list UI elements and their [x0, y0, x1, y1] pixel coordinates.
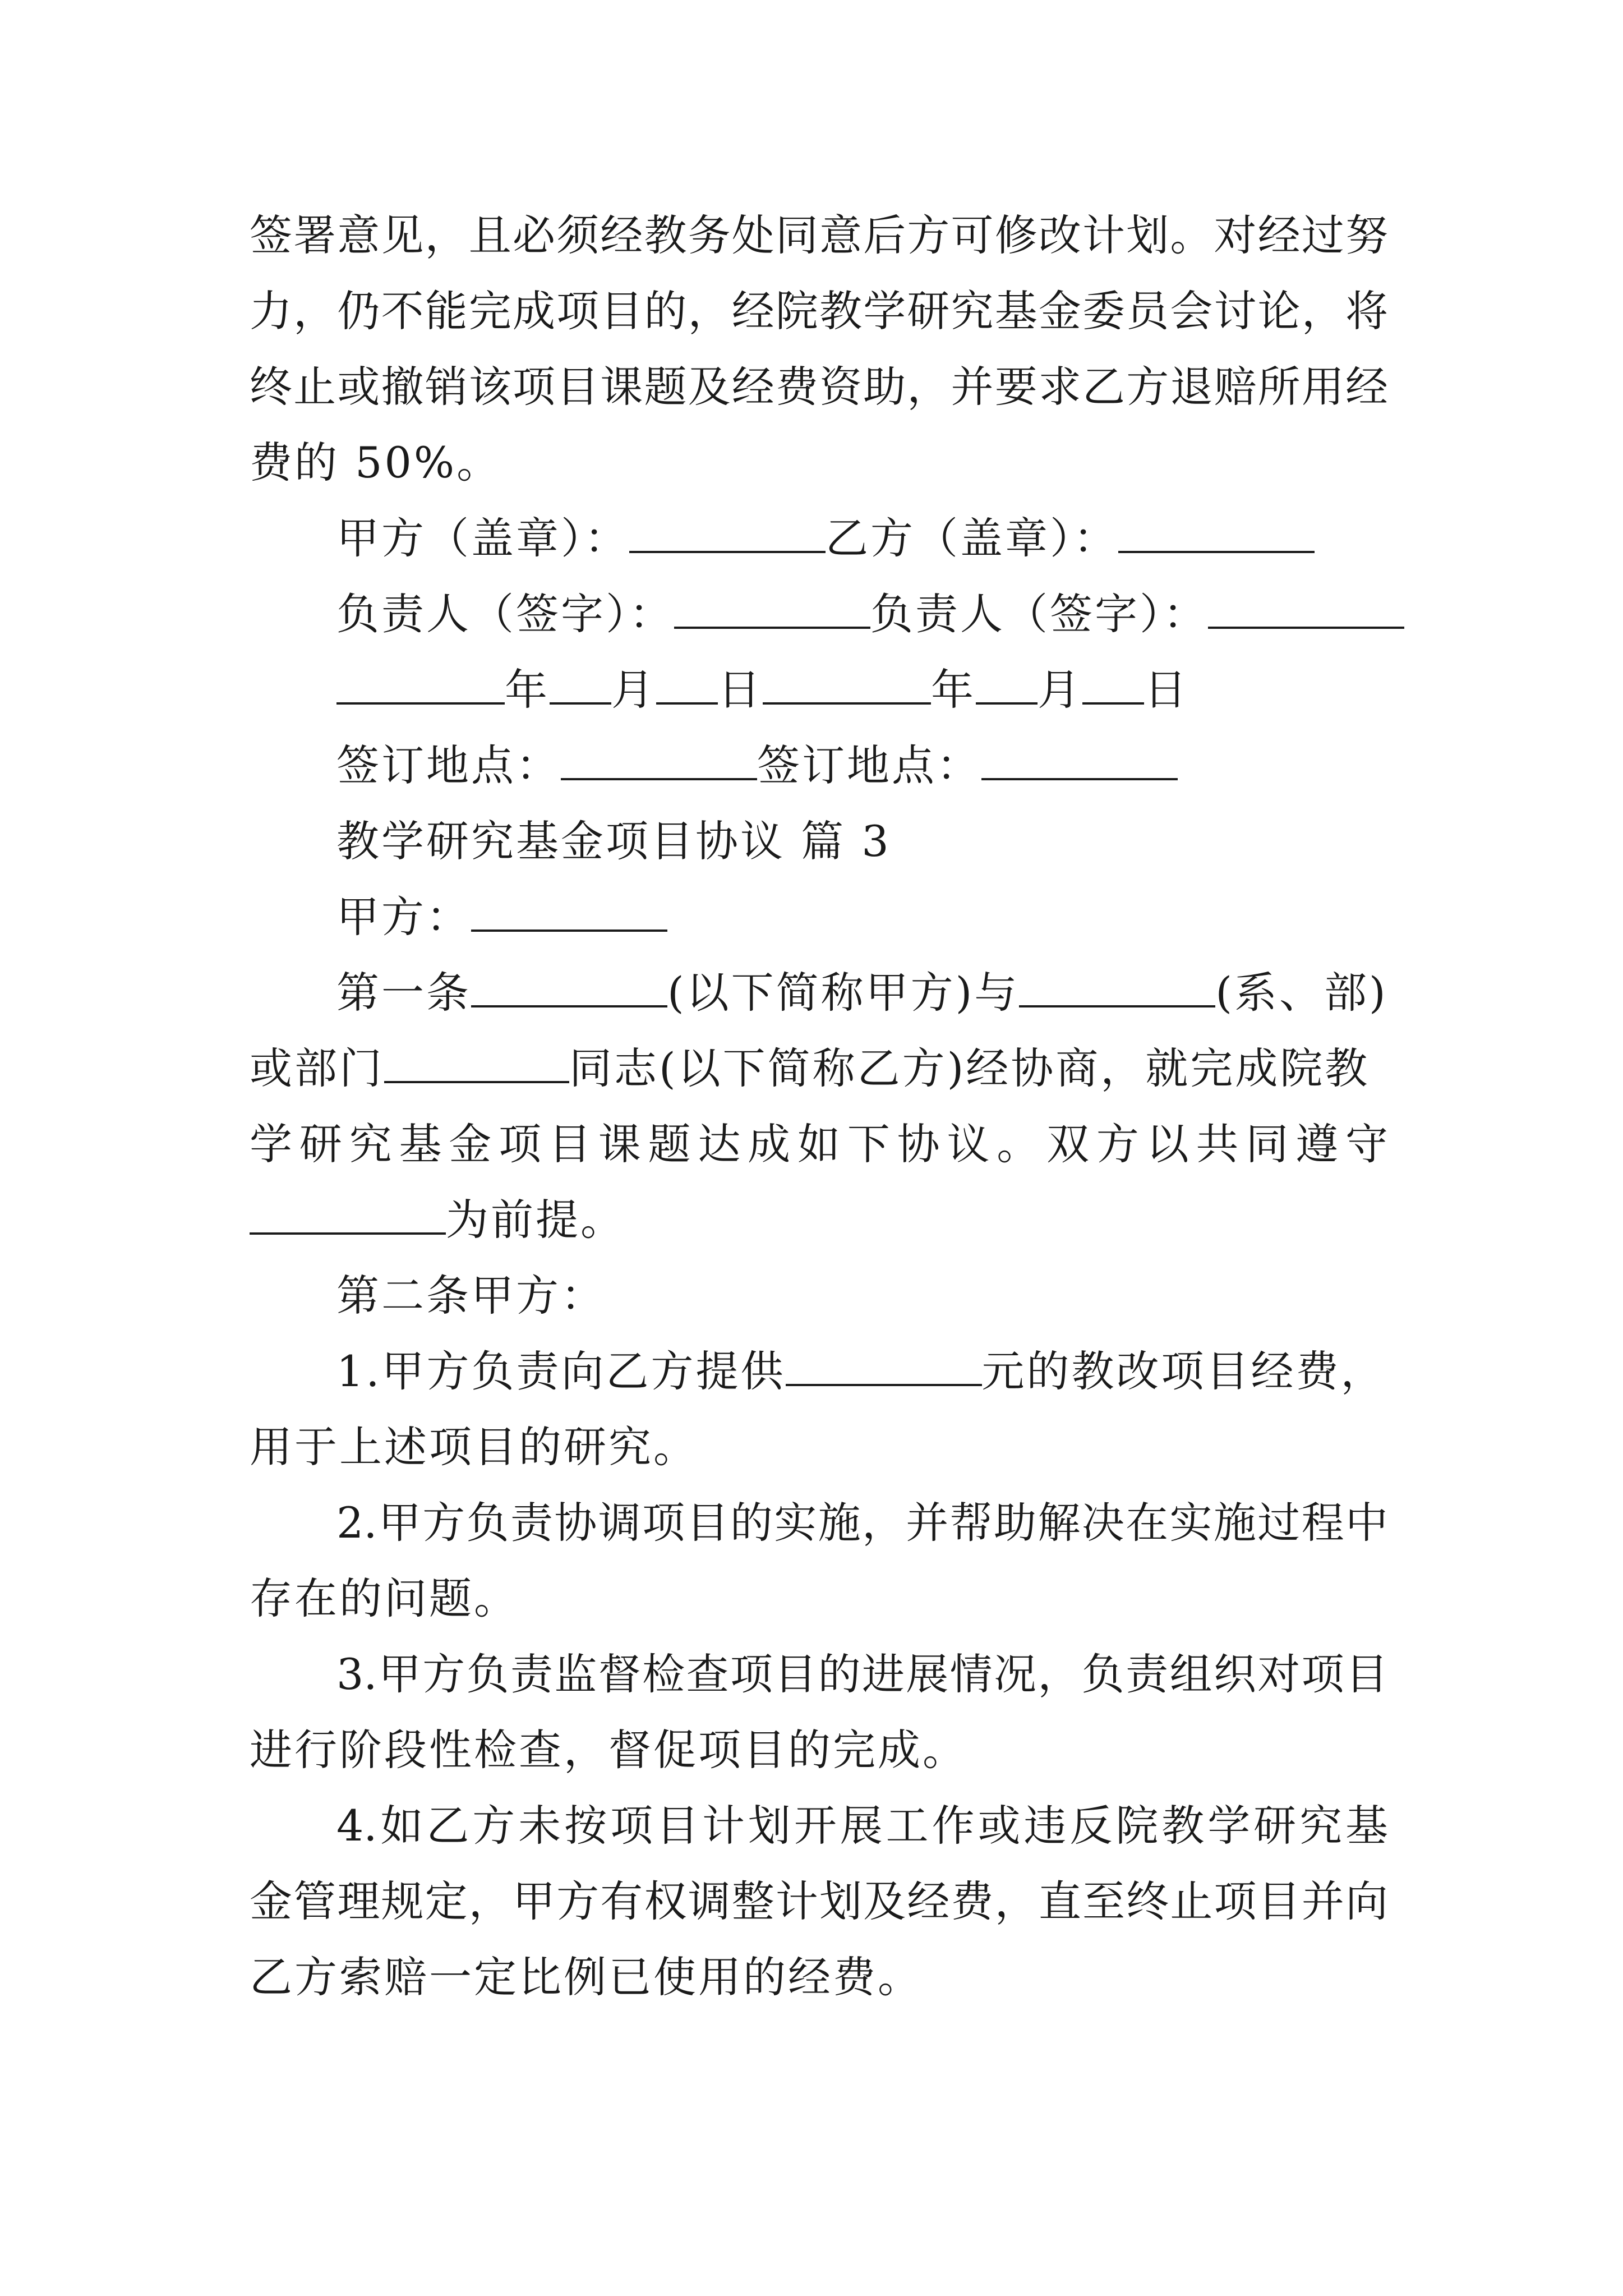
place-b-label: 签订地点： [757, 740, 981, 790]
place-a-blank [561, 739, 757, 780]
signature-seal-row [336, 499, 1388, 578]
place-b-blank [981, 739, 1178, 780]
item1-blank [786, 1345, 982, 1386]
article1-line1 [336, 954, 1388, 1032]
signature-leader-row [336, 575, 1388, 654]
item1-text-b: 元的教改项目经费， [981, 1346, 1386, 1396]
article2-item4-line1: 4.如乙方未按项目计划开展工作或违反院教学研究基 [336, 1801, 1388, 1851]
leader-b-label: 负责人（签字）： [870, 589, 1208, 639]
leader-b-blank [1208, 587, 1404, 629]
article2-item3-line1: 3.甲方负责监督检查项目的进展情况，负责组织对项目 [336, 1649, 1388, 1699]
year-blank [336, 663, 505, 705]
article1-line2 [250, 1029, 1388, 1108]
paragraph-line: 终止或撤销该项目课题及经费资助，并要求乙方退赔所用经 [250, 362, 1388, 412]
party-a-seal-blank [629, 512, 826, 553]
leader-a-label: 负责人（签字）： [336, 589, 674, 639]
article2-item4-line3: 乙方索赔一定比例已使用的经费。 [250, 1952, 923, 2002]
article1-blank-2 [1019, 966, 1215, 1007]
party-b-seal-label: 乙方（盖章）： [826, 513, 1118, 563]
paragraph-line: 签署意见，且必须经教务处同意后方可修改计划。对经过努 [250, 210, 1388, 260]
day-label: 日 [718, 665, 763, 715]
article1-line4 [250, 1181, 1388, 1259]
year-label: 年 [505, 665, 550, 715]
day-label: 日 [1144, 665, 1189, 715]
article1-blank-4 [250, 1193, 446, 1235]
article1-l4-rest: 为前提。 [446, 1195, 625, 1245]
article1-mid1: (以下简称甲方)与 [667, 968, 1020, 1018]
party-a-seal-label: 甲方（盖章）： [336, 513, 629, 563]
article1-blank-3 [384, 1042, 569, 1083]
year-label: 年 [931, 665, 976, 715]
paragraph-line: 力，仍不能完成项目的，经院教学研究基金委员会讨论，将 [250, 286, 1388, 336]
article2-item3-line2: 进行阶段性检查，督促项目的完成。 [250, 1725, 967, 1775]
article1-l2-start: 或部门 [250, 1043, 384, 1093]
paragraph-line: 费的 50%。 [250, 438, 502, 487]
party-b-seal-blank [1118, 512, 1315, 553]
article2-item2-line1: 2.甲方负责协调项目的实施，并帮助解决在实施过程中 [336, 1498, 1388, 1548]
day-blank [656, 663, 718, 705]
article2-title: 第二条甲方： [336, 1271, 606, 1320]
month-blank [550, 663, 611, 705]
article1-mid2: (系、部) [1215, 968, 1388, 1018]
day-blank [1082, 663, 1144, 705]
year-blank [763, 663, 931, 705]
article1-prefix: 第一条 [336, 968, 471, 1018]
month-blank [976, 663, 1038, 705]
leader-a-blank [674, 587, 870, 629]
party-a-label: 甲方： [336, 892, 471, 942]
signature-place-row [336, 726, 1388, 805]
party-a-line [336, 878, 1388, 956]
signature-date-row [336, 651, 1388, 729]
section-title: 教学研究基金项目协议 篇 3 [336, 816, 891, 866]
article1-line3: 学研究基金项目课题达成如下协议。双方以共同遵守 [250, 1119, 1388, 1169]
month-label: 月 [611, 665, 656, 715]
place-a-label: 签订地点： [336, 740, 561, 790]
article2-item4-line2: 金管理规定，甲方有权调整计划及经费，直至终止项目并向 [250, 1876, 1388, 1926]
article1-l2-rest: 同志(以下简称乙方)经协商，就完成院教 [569, 1043, 1370, 1093]
article1-blank-1 [471, 966, 667, 1007]
article2-item2-line2: 存在的问题。 [250, 1573, 519, 1623]
item1-text-a: 1.甲方负责向乙方提供 [336, 1346, 786, 1396]
month-label: 月 [1038, 665, 1082, 715]
article2-item1-line1 [336, 1332, 1388, 1411]
article2-item1-line2: 用于上述项目的研究。 [250, 1422, 698, 1472]
party-a-blank [471, 890, 667, 932]
